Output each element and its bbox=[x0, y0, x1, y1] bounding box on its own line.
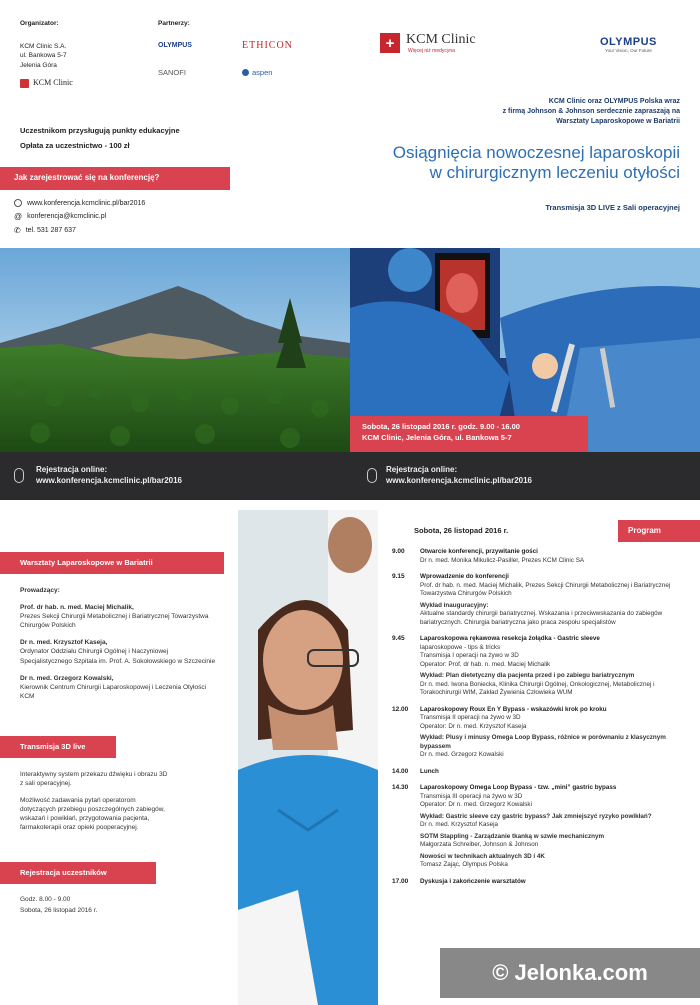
doctor-illustration bbox=[238, 510, 378, 1005]
mountain-photo bbox=[0, 248, 350, 452]
program-item: 14.30 Laparoskopowy Omega Loop Bypass - tzw. „mini” gastric bypass Transmisja III operacji na żywo w 3D Operator: Dr n. med. Grzegorz Kowalski Wykład: Gastric sleeve czy gastric bypass? Jak zmniejszyć ryzyko powikłań? Dr n. med. Krzysztof Kaseja SOTM Stappling - Zarządzanie tkanką w szwie mechanicznym Małgorzata Schreiber, Johnson & Johnson Nowości w technikach aktualnych 3D i 4K Tomasz Zając, Olympus Polska bbox=[392, 784, 652, 868]
registration-right[interactable]: Rejestracja online: www.konferencja.kcmclinic.pl/bar2016 bbox=[386, 465, 532, 486]
registration-left[interactable]: Rejestracja online: www.konferencja.kcmclinic.pl/bar2016 bbox=[36, 465, 182, 486]
partner-ethicon: ETHICON bbox=[242, 40, 293, 51]
hosts-list: Prowadzący: Prof. dr hab. n. med. Maciej Michalik, Prezes Sekcji Chirurgii Metabolicznej i Bariatrycznej Towarzystwa Chirurgów Polskich Dr n. med. Krzysztof Kaseja, Ordynator Oddziału Chirurgii Ogólnej i Naczyniowej Specjalistycznego Szpitala im. Prof. A. Sokołowskiego w Szczecinie Dr n. med. Grzegorz Kowalski, Kierownik Centrum Chirurgii Laparoskopowej i Leczenia Otyłości KCM bbox=[20, 586, 220, 709]
organizer-label: Organizator: bbox=[20, 20, 59, 27]
olympus-logo: OLYMPUS Your Vision, Our Future bbox=[600, 36, 657, 53]
partner-aspen: aspen bbox=[242, 68, 272, 77]
kcm-cross-icon: + bbox=[380, 33, 400, 53]
mouse-icon bbox=[367, 468, 377, 483]
globe-icon bbox=[14, 199, 22, 207]
program-list bbox=[392, 548, 688, 894]
live-bar: Transmisja 3D live bbox=[0, 736, 116, 758]
partner-sanofi: SANOFI bbox=[158, 68, 186, 77]
partners-label: Partnerzy: bbox=[158, 20, 190, 27]
program-item: 9.45 Laparoskopowa rękawowa resekcja żołądka - Gastric sleeve laparoskopowe - tips & tricks Transmisja I operacji na żywo w 3D Operator: Prof. dr hab. n. med. Maciej Michalik Wykład: Plan dietetyczny dla pacjenta przed i po zabiegu bariatrycznym Dr n. med. Iwona Boniecka, Klinika Chirurgii Ogólnej, Onkologicznej, Metabolicznej i Torakochirurgii WIM, Zakład Żywienia Człowieka WUM bbox=[392, 635, 655, 696]
fee-text: Opłata za uczestnictwo - 100 zł bbox=[20, 141, 130, 150]
program-item: 17.00 Dyskusja i zakończenie warsztatów bbox=[392, 877, 526, 885]
mountain-illustration bbox=[0, 248, 350, 452]
contact-email[interactable]: @ konferencja@kcmclinic.pl bbox=[14, 212, 107, 221]
host-item: Prof. dr hab. n. med. Maciej Michalik, Prezes Sekcji Chirurgii Metabolicznej i Bariatrycznej Towarzystwa Chirurgów Polskich bbox=[20, 604, 209, 630]
contact-web[interactable]: www.konferencja.kcmclinic.pl/bar2016 bbox=[14, 199, 145, 207]
top-right-panel bbox=[350, 0, 700, 248]
aspen-icon bbox=[242, 69, 249, 76]
points-text: Uczestnikom przysługują punkty edukacyjne bbox=[20, 126, 180, 135]
surgery-photo bbox=[350, 248, 700, 452]
reg-info: Godz. 8.00 - 9.00 Sobota, 26 listopad 2016 r. bbox=[20, 896, 98, 915]
contact-phone: ✆ tel. 531 287 637 bbox=[14, 226, 76, 235]
program-date: Sobota, 26 listopad 2016 r. bbox=[414, 526, 509, 535]
kcm-cross-icon bbox=[20, 79, 29, 88]
top-left-panel bbox=[0, 0, 350, 248]
workshop-bar: Warsztaty Laparoskopowe w Bariatrii bbox=[0, 552, 224, 574]
reg-bar: Rejestracja uczestników bbox=[0, 862, 156, 884]
kcm-logo: + KCM Clinic Więcej niż medycyna bbox=[380, 32, 476, 54]
program-item: 9.00 Otwarcie konferencji, przywitanie gości Dr n. med. Monika Mikulicz-Pasiller, Prezes KCM Clinic SA bbox=[392, 548, 585, 564]
registration-bar bbox=[0, 452, 700, 500]
watermark: © Jelonka.com bbox=[440, 948, 700, 998]
mouse-icon bbox=[14, 468, 24, 483]
event-date-box: Sobota, 26 listopad 2016 r. godz. 9.00 - 16.00 KCM Clinic, Jelenia Góra, ul. Bankowa 5-7 bbox=[350, 416, 588, 452]
headline: Osiągnięcia nowoczesnej laparoskopii w chirurgicznym leczeniu otyłości bbox=[392, 143, 680, 183]
workshop-panel bbox=[0, 510, 238, 1005]
contact-list bbox=[14, 199, 145, 240]
program-panel bbox=[378, 510, 700, 1005]
register-bar: Jak zarejestrować się na konferencję? bbox=[0, 167, 230, 190]
partner-olympus: OLYMPUS bbox=[158, 42, 192, 49]
phone-icon: ✆ bbox=[14, 226, 21, 235]
doctor-photo bbox=[238, 510, 378, 1005]
program-item: 12.00 Laparoskopowy Roux En Y Bypass - wskazówki krok po kroku Transmisja II operacji na żywo w 3D Operator: Dr n. med. Krzysztof Kaseja Wykład: Plusy i minusy Omega Loop Bypass, różnice w porównaniu z klasycznym bypassem Dr n. med. Grzegorz Kowalski bbox=[392, 705, 666, 758]
organizer-logo: KCM Clinic bbox=[20, 78, 73, 89]
live-text: Transmisja 3D LIVE z Sali operacyjnej bbox=[545, 203, 680, 212]
at-icon: @ bbox=[14, 212, 23, 221]
host-item: Dr n. med. Grzegorz Kowalski, Kierownik Centrum Chirurgii Laparoskopowej i Leczenia Otyłości KCM bbox=[20, 674, 207, 700]
live-description: Interaktywny system przekazu dźwięku i obrazu 3D z sali operacyjnej. Możliwość zadawania pytań operatorom dotyczących przebiegu poszczególnych zabiegów, wskazań i powikłań, przygotowania pacjenta, farmakoterapii oraz opieki pooperacyjnej. bbox=[20, 771, 168, 832]
intro-text: KCM Clinic oraz OLYMPUS Polska wraz z firmą Johnson & Johnson serdecznie zapraszają na Warsztaty Laparoskopowe w Bariatrii bbox=[502, 98, 680, 126]
program-badge: Program bbox=[618, 520, 700, 542]
organizer-address: KCM Clinic S.A. ul. Bankowa 5-7 Jelenia Góra bbox=[20, 43, 67, 69]
program-item: 9.15 Wprowadzenie do konferencji Prof. dr hab. n. med. Maciej Michalik, Prezes Sekcji Chirurgii Metabolicznej i Bariatrycznej Towarzystwa Chirurgów Polskich Wykład inauguracyjny: Aktualne standardy chirurgii bariatrycznej. Wskazania i przeciwwskazania do zabiegów bariatrycznych. Chirurgia bariatryczna jako praca zespołu specjalistów bbox=[392, 573, 671, 626]
host-item: Dr n. med. Krzysztof Kaseja, Ordynator Oddziału Chirurgii Ogólnej i Naczyniowej Specjalistycznego Szpitala im. Prof. A. Sokołowskiego w Szczecinie bbox=[20, 639, 216, 665]
program-item: 14.00 Lunch bbox=[392, 767, 439, 775]
